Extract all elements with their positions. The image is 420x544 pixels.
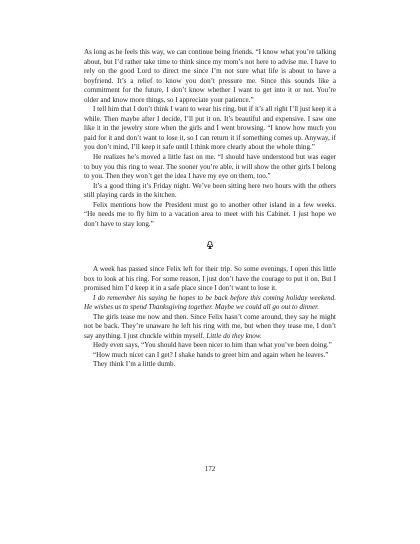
paragraph: “How much nicer can I get? I shake hands to greet him and again when he leaves.” [93, 350, 329, 359]
paragraph [84, 313, 336, 342]
italic-paragraph: I do remember his saying he hopes to be back before this coming holiday weekend. He wishes us to spend Thanksgiving together. Maybe we could all go out to dinner. [84, 293, 336, 312]
paragraph: As long as he feels this way, we can continue being friends. “I know what you’re talking about, but I’d rather take time to think since my mom’s not here to advise me. I have to rely on the good Lord to direct me since I’m not sure what life is about to have a boyfriend. It’s a relief to know you don’t pressure me. Since this sounds like a commitment for the future, I don’t know whether I want to get into it or not. You’re older and know more things, so I appreciate your patience.” [84, 48, 336, 104]
section-one [84, 48, 336, 229]
paragraph-text: The girls tease me now and then. Since Felix hasn’t come around, they say he might not be back. They’re unaware he left his ring with me, but when they tease me, I don’t say anything. I just chuckle within myself. [84, 312, 336, 340]
section-two [84, 265, 336, 370]
page-number: 172 [204, 465, 216, 473]
paragraph: A week has passed since Felix left for their trip. So some evenings, I open this little box to look at his ring. For some reason, I just don’t have the courage to put it on. But I promised him I’d keep it in a safe place since I don’t want to lose it. [84, 265, 336, 293]
fleuron-ornament-icon [205, 240, 215, 250]
paragraph: It’s a good thing it’s Friday night. We’ve been sitting here two hours with the others still playing cards in the kitchen. [84, 181, 336, 200]
paragraph: Hedy even says, “You should have been nicer to him than what you’ve been doing.” [93, 341, 332, 350]
paragraph: Felix mentions how the President must go to another other island in a few weeks. “He needs me to fly him to a vacation area to meet with his Cabinet. I just hope we don’t have to stay long.” [84, 200, 336, 228]
paragraph: He realizes he’s moved a little fast on me. “I should have understood but was eager to buy you this ring to wear. The sooner you’re able, it will show the other girls I belong to you. Then they won’t get the idea I have my eye on them, too.” [84, 153, 336, 181]
paragraph: I tell him that I don’t think I want to wear his ring, but if it’s all right I’ll just keep it a while. Then maybe after I decide, I’ll put it on. It’s beautiful and expensive. I saw one like it in the jewelry store when the girls and I went browsing. “I know how much you paid for it and don’t want to lose it, so I can return it if something comes up. Anyway, if you don’t mind, I’ll keep it safe until I think more clearly about the whole thing.” [84, 105, 336, 152]
italic-phrase: Little do they know. [206, 331, 262, 340]
paragraph: They think I’m a little dumb. [93, 360, 176, 369]
